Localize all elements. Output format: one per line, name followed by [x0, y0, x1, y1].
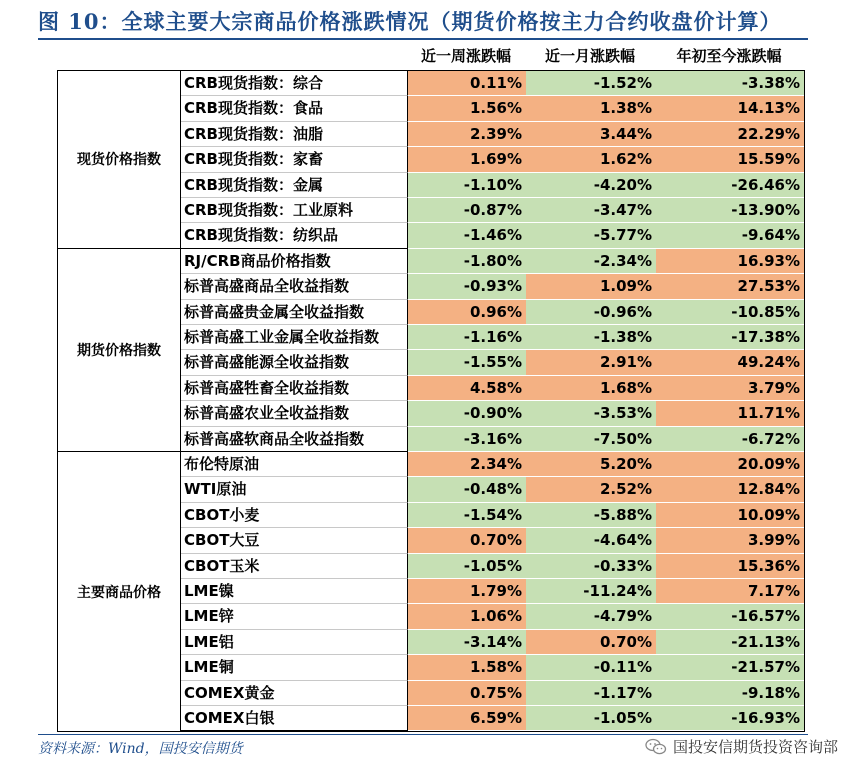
table-row: [181, 655, 804, 680]
wechat-icon: [645, 738, 667, 756]
week-change-cell: 1.56%: [408, 96, 526, 121]
table-row: [181, 376, 804, 401]
month-change-cell: -2.34%: [526, 249, 656, 274]
week-change-cell: 1.79%: [408, 579, 526, 604]
row-name: CRB现货指数：工业原料: [181, 198, 408, 223]
row-name: CRB现货指数：家畜: [181, 147, 408, 172]
row-name: 标普高盛软商品全收益指数: [181, 427, 408, 452]
week-change-cell: 2.39%: [408, 122, 526, 147]
table-row: [181, 579, 804, 604]
table-row: [181, 173, 804, 198]
week-change-cell: -0.93%: [408, 274, 526, 299]
month-change-cell: 5.20%: [526, 452, 656, 477]
source-note: 资料来源：Wind，国投安信期货: [38, 741, 243, 757]
month-change-cell: 1.09%: [526, 274, 656, 299]
row-name: CBOT小麦: [181, 503, 408, 528]
ytd-change-cell: 22.29%: [656, 122, 804, 147]
month-change-cell: 2.52%: [526, 477, 656, 502]
ytd-change-cell: -21.13%: [656, 630, 804, 655]
week-change-cell: -0.90%: [408, 401, 526, 426]
row-name: COMEX白银: [181, 706, 408, 731]
header-ytd: 年初至今涨跌幅: [676, 47, 782, 65]
ytd-change-cell: -9.18%: [656, 681, 804, 706]
week-change-cell: -0.87%: [408, 198, 526, 223]
week-change-cell: -3.16%: [408, 427, 526, 452]
week-change-cell: -1.46%: [408, 223, 526, 248]
table-row: [181, 528, 804, 553]
month-change-cell: -4.79%: [526, 604, 656, 629]
month-change-cell: 1.38%: [526, 96, 656, 121]
week-change-cell: -1.80%: [408, 249, 526, 274]
row-name: WTI原油: [181, 477, 408, 502]
header-week: 近一周涨跌幅: [420, 47, 511, 65]
watermark-text: 国投安信期货投资咨询部: [672, 738, 838, 756]
row-name: 标普高盛牲畜全收益指数: [181, 376, 408, 401]
week-change-cell: 1.06%: [408, 604, 526, 629]
row-name: 标普高盛商品全收益指数: [181, 274, 408, 299]
ytd-change-cell: 14.13%: [656, 96, 804, 121]
table-row: [181, 350, 804, 375]
month-change-cell: -1.38%: [526, 325, 656, 350]
row-name: 标普高盛工业金属全收益指数: [181, 325, 408, 350]
week-change-cell: -1.54%: [408, 503, 526, 528]
ytd-change-cell: 27.53%: [656, 274, 804, 299]
row-name: LME铜: [181, 655, 408, 680]
price-change-table: [57, 70, 805, 732]
month-change-cell: 1.62%: [526, 147, 656, 172]
row-name: RJ/CRB商品价格指数: [181, 249, 408, 274]
row-name: COMEX黄金: [181, 681, 408, 706]
table-row: [181, 503, 804, 528]
month-change-cell: -1.17%: [526, 681, 656, 706]
table-row: [181, 554, 804, 579]
table-row: [181, 147, 804, 172]
figure-title: 图 10：全球主要大宗商品价格涨跌情况（期货价格按主力合约收盘价计算）: [38, 9, 782, 34]
week-change-cell: 2.34%: [408, 452, 526, 477]
ytd-change-cell: -13.90%: [656, 198, 804, 223]
row-name: CRB现货指数：金属: [181, 173, 408, 198]
table-row: [181, 71, 804, 96]
row-name: LME铝: [181, 630, 408, 655]
week-change-cell: -1.16%: [408, 325, 526, 350]
table-row: [181, 325, 804, 350]
table-row: [181, 681, 804, 706]
month-change-cell: 3.44%: [526, 122, 656, 147]
ytd-change-cell: -10.85%: [656, 300, 804, 325]
ytd-change-cell: -16.93%: [656, 706, 804, 731]
week-change-cell: 0.11%: [408, 71, 526, 96]
row-name: 布伦特原油: [181, 452, 408, 477]
week-change-cell: 6.59%: [408, 706, 526, 731]
ytd-change-cell: -6.72%: [656, 427, 804, 452]
group-label: 主要商品价格: [58, 452, 181, 731]
ytd-change-cell: 10.09%: [656, 503, 804, 528]
row-name: 标普高盛能源全收益指数: [181, 350, 408, 375]
ytd-change-cell: -21.57%: [656, 655, 804, 680]
week-change-cell: -1.05%: [408, 554, 526, 579]
month-change-cell: -1.05%: [526, 706, 656, 731]
row-name: 标普高盛贵金属全收益指数: [181, 300, 408, 325]
ytd-change-cell: 3.99%: [656, 528, 804, 553]
group-label: 现货价格指数: [58, 71, 181, 249]
table-row: [181, 452, 804, 477]
month-change-cell: -3.47%: [526, 198, 656, 223]
table-row: [181, 477, 804, 502]
ytd-change-cell: 49.24%: [656, 350, 804, 375]
row-name: CRB现货指数：油脂: [181, 122, 408, 147]
ytd-change-cell: -26.46%: [656, 173, 804, 198]
week-change-cell: -0.48%: [408, 477, 526, 502]
table-row: [181, 300, 804, 325]
month-change-cell: -1.52%: [526, 71, 656, 96]
ytd-change-cell: 3.79%: [656, 376, 804, 401]
table-row: [181, 401, 804, 426]
ytd-change-cell: 15.36%: [656, 554, 804, 579]
table-row: [181, 630, 804, 655]
week-change-cell: -1.10%: [408, 173, 526, 198]
ytd-change-cell: 12.84%: [656, 477, 804, 502]
header-month: 近一月涨跌幅: [544, 47, 635, 65]
month-change-cell: -3.53%: [526, 401, 656, 426]
month-change-cell: 1.68%: [526, 376, 656, 401]
table-row: [181, 604, 804, 629]
month-change-cell: -0.11%: [526, 655, 656, 680]
ytd-change-cell: 7.17%: [656, 579, 804, 604]
row-name: 标普高盛农业全收益指数: [181, 401, 408, 426]
month-change-cell: -7.50%: [526, 427, 656, 452]
row-name: CBOT玉米: [181, 554, 408, 579]
group-label: 期货价格指数: [58, 249, 181, 452]
table-row: [181, 198, 804, 223]
ytd-change-cell: 11.71%: [656, 401, 804, 426]
week-change-cell: -3.14%: [408, 630, 526, 655]
month-change-cell: -11.24%: [526, 579, 656, 604]
row-name: LME锌: [181, 604, 408, 629]
week-change-cell: -1.55%: [408, 350, 526, 375]
table-row: [181, 706, 804, 731]
ytd-change-cell: -3.38%: [656, 71, 804, 96]
month-change-cell: -0.33%: [526, 554, 656, 579]
week-change-cell: 0.96%: [408, 300, 526, 325]
month-change-cell: -5.77%: [526, 223, 656, 248]
row-name: CRB现货指数：纺织品: [181, 223, 408, 248]
watermark: [645, 736, 838, 757]
row-name: CRB现货指数：食品: [181, 96, 408, 121]
ytd-change-cell: 16.93%: [656, 249, 804, 274]
week-change-cell: 0.75%: [408, 681, 526, 706]
row-name: CRB现货指数：综合: [181, 71, 408, 96]
month-change-cell: -4.64%: [526, 528, 656, 553]
ytd-change-cell: -9.64%: [656, 223, 804, 248]
month-change-cell: -5.88%: [526, 503, 656, 528]
table-row: [181, 96, 804, 121]
footer-divider: [38, 734, 808, 735]
ytd-change-cell: -16.57%: [656, 604, 804, 629]
ytd-change-cell: -17.38%: [656, 325, 804, 350]
month-change-cell: -4.20%: [526, 173, 656, 198]
week-change-cell: 4.58%: [408, 376, 526, 401]
table-row: [181, 274, 804, 299]
week-change-cell: 1.58%: [408, 655, 526, 680]
month-change-cell: 2.91%: [526, 350, 656, 375]
row-name: CBOT大豆: [181, 528, 408, 553]
table-row: [181, 122, 804, 147]
ytd-change-cell: 15.59%: [656, 147, 804, 172]
week-change-cell: 0.70%: [408, 528, 526, 553]
week-change-cell: 1.69%: [408, 147, 526, 172]
row-name: LME镍: [181, 579, 408, 604]
month-change-cell: -0.96%: [526, 300, 656, 325]
table-row: [181, 249, 804, 274]
title-divider: [38, 38, 808, 40]
table-row: [181, 223, 804, 248]
table-row: [181, 427, 804, 452]
ytd-change-cell: 20.09%: [656, 452, 804, 477]
month-change-cell: 0.70%: [526, 630, 656, 655]
